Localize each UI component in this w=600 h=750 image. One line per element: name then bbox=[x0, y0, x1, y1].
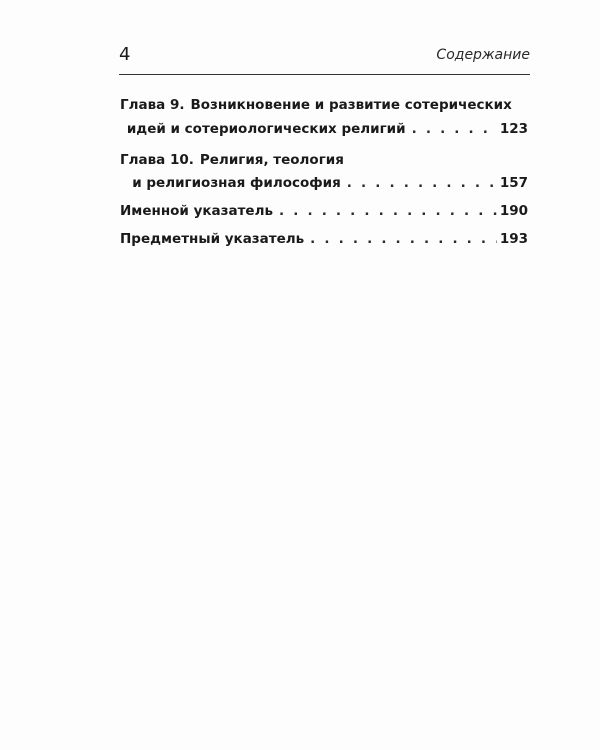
toc-page-number: 123 bbox=[499, 121, 528, 137]
toc-entry-subject-index bbox=[120, 231, 528, 251]
toc-entry-name-index bbox=[120, 203, 528, 223]
toc-chapter-title-cont: идей и сотериологических религий bbox=[126, 121, 406, 137]
toc-page-number: 157 bbox=[499, 175, 528, 191]
toc-leader-dots bbox=[412, 121, 497, 137]
toc-chapter-title: Возникновение и развитие сотерических bbox=[190, 97, 512, 113]
toc-chapter-title-cont: и религиозная философия bbox=[132, 175, 341, 191]
toc-entry-title: Именной указатель bbox=[120, 203, 274, 219]
toc-entry-ch9-line2 bbox=[120, 121, 528, 141]
toc-leader-dots bbox=[279, 203, 497, 219]
toc-leader-dots bbox=[310, 231, 497, 247]
header-rule bbox=[119, 74, 530, 75]
running-header-title: Содержание bbox=[436, 47, 530, 63]
toc-entry-ch10-line2 bbox=[120, 175, 528, 195]
toc-entry-ch9-line1 bbox=[120, 97, 528, 117]
toc-chapter-title: Религия, теология bbox=[199, 152, 344, 168]
toc-entry-title: Предметный указатель bbox=[120, 231, 305, 247]
toc-page-number: 193 bbox=[499, 231, 528, 247]
page-number: 4 bbox=[119, 44, 131, 65]
toc-chapter-label: Глава 9. bbox=[120, 97, 185, 113]
toc-leader-dots bbox=[347, 175, 497, 191]
toc-page-number: 190 bbox=[499, 203, 528, 219]
toc-entry-ch10-line1 bbox=[120, 152, 528, 172]
toc-chapter-label: Глава 10. bbox=[120, 152, 194, 168]
